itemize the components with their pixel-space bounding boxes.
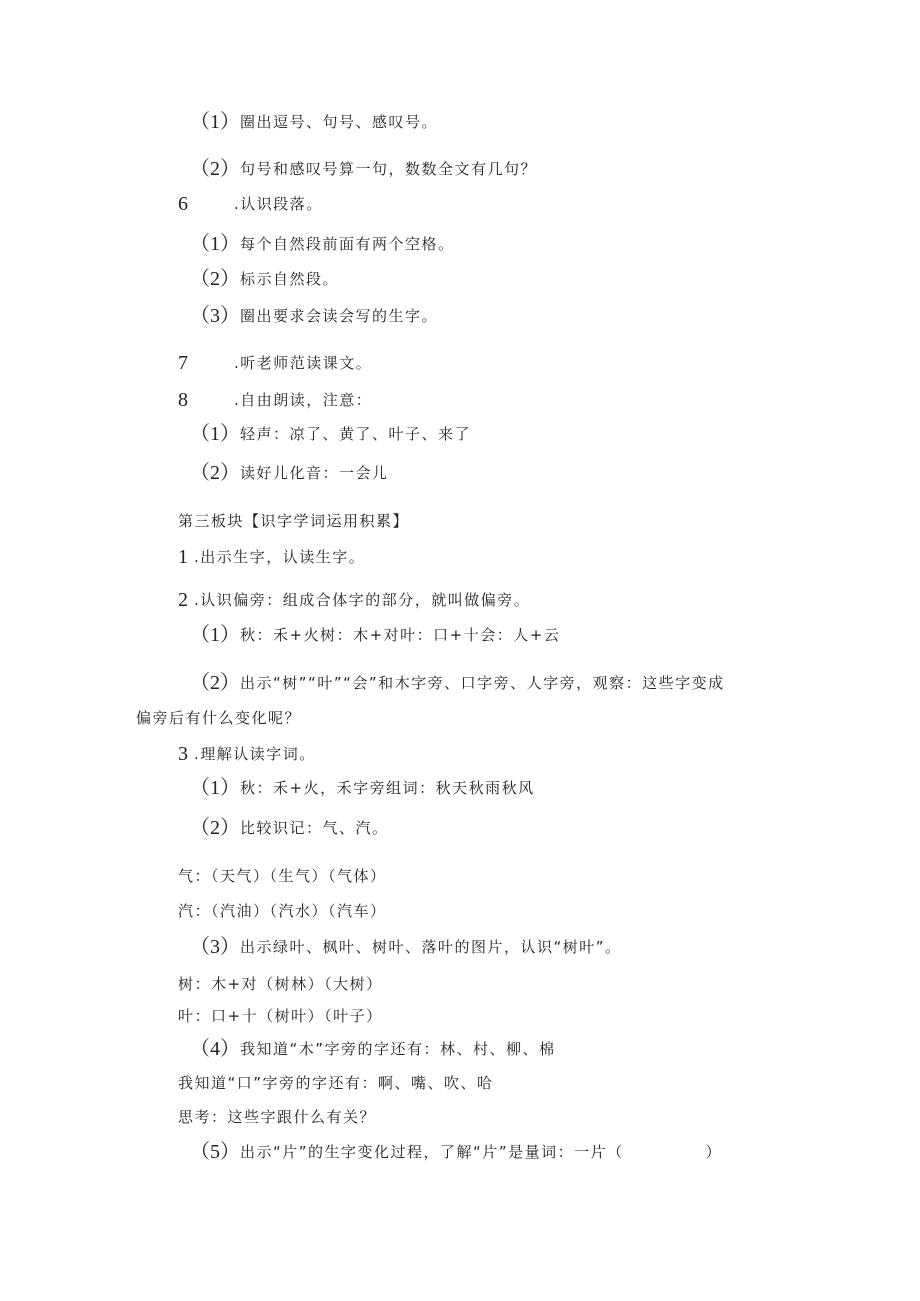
item-number: （2） <box>190 672 240 694</box>
line-text: 偏旁后有什么变化呢？ <box>136 709 302 727</box>
item-number: （5） <box>190 1141 240 1163</box>
item-number: 3 <box>178 743 188 765</box>
item-number: （1） <box>190 233 240 255</box>
text-line <box>178 864 387 888</box>
line-text: 每个自然段前面有两个空格。 <box>240 235 455 253</box>
item-number: （1） <box>190 111 240 133</box>
line-text: 第三板块【识字学词运用积累】 <box>178 512 410 530</box>
closing-paren: ） <box>705 1143 723 1161</box>
text-line <box>178 351 372 375</box>
text-line <box>190 1140 722 1164</box>
text-line <box>178 192 323 216</box>
line-text: 出示“树”“叶”“会”和木字旁、口字旁、人字旁，观察：这些字变成 <box>240 674 725 692</box>
item-number: （3） <box>190 936 240 958</box>
text-line <box>178 899 387 923</box>
text-line <box>190 776 535 800</box>
text-line <box>190 623 560 647</box>
line-text: .认识偏旁：组成合体字的部分，就叫做偏旁。 <box>194 591 531 609</box>
text-line <box>136 706 301 730</box>
text-line <box>178 545 365 569</box>
text-line <box>190 461 389 485</box>
line-text: 圈出要求会读会写的生字。 <box>240 307 439 325</box>
text-line <box>178 1071 494 1095</box>
item-number: （2） <box>190 268 240 290</box>
line-text: 比较识记：气、汽。 <box>240 819 389 837</box>
item-number: 8 <box>178 389 188 411</box>
line-text: 树：木+对（树林）（大树） <box>178 975 383 993</box>
text-line <box>190 816 389 840</box>
item-number: 6 <box>178 193 188 215</box>
line-text: 思考：这些字跟什么有关？ <box>178 1108 377 1126</box>
item-number: （1） <box>190 777 240 799</box>
line-text: 我知道“木”字旁的字还有：林、村、柳、棉 <box>240 1040 556 1058</box>
text-line <box>178 742 316 766</box>
item-number: （2） <box>190 817 240 839</box>
line-text: 句号和感叹号算一句，数数全文有几句？ <box>240 160 538 178</box>
text-line <box>178 972 383 996</box>
line-text: 叶：口+十（树叶）（叶子） <box>178 1007 383 1025</box>
line-text: 秋：禾+火，禾字旁组词：秋天秋雨秋风 <box>240 779 535 797</box>
item-number: （1） <box>190 423 240 445</box>
item-number: 7 <box>178 352 188 374</box>
line-text: 气：（天气）（生气）（气体） <box>178 867 387 885</box>
text-line <box>178 1004 383 1028</box>
text-line <box>190 267 339 291</box>
text-line <box>190 157 537 181</box>
line-text: 秋：禾+火树：木+对叶：口+十会：人+云 <box>240 626 561 644</box>
line-text: 轻声：凉了、黄了、叶子、来了 <box>240 425 472 443</box>
item-number: 2 <box>178 589 188 611</box>
line-text: .认识段落。 <box>234 195 323 213</box>
text-line <box>190 232 455 256</box>
text-line <box>178 1105 376 1129</box>
text-line <box>190 110 438 134</box>
text-line <box>190 304 438 328</box>
line-text: 标示自然段。 <box>240 270 340 288</box>
text-line <box>190 1037 556 1061</box>
item-number: （3） <box>190 305 240 327</box>
item-number: 1 <box>178 546 188 568</box>
text-line <box>178 388 372 412</box>
text-line <box>190 422 471 446</box>
item-number: （4） <box>190 1038 240 1060</box>
item-number: （2） <box>190 462 240 484</box>
item-number: （1） <box>190 624 240 646</box>
line-text: .出示生字，认读生字。 <box>194 548 366 566</box>
line-text: 汽：（汽油）（汽水）（汽车） <box>178 902 387 920</box>
line-text: 出示绿叶、枫叶、树叶、落叶的图片，认识“树叶”。 <box>240 938 622 956</box>
line-text: .听老师范读课文。 <box>234 354 373 372</box>
line-text: .自由朗读，注意： <box>234 391 373 409</box>
line-text: 读好儿化音：一会儿 <box>240 464 389 482</box>
text-line <box>190 935 622 959</box>
text-line <box>190 671 725 695</box>
item-number: （2） <box>190 158 240 180</box>
line-text: .理解认读字词。 <box>194 745 316 763</box>
line-text: 出示“片”的生字变化过程，了解“片”是量词：一片（ <box>240 1143 624 1161</box>
line-text: 圈出逗号、句号、感叹号。 <box>240 113 439 131</box>
text-line <box>178 588 530 612</box>
section-heading <box>178 509 409 533</box>
line-text: 我知道“口”字旁的字还有：啊、嘴、吹、哈 <box>178 1074 494 1092</box>
